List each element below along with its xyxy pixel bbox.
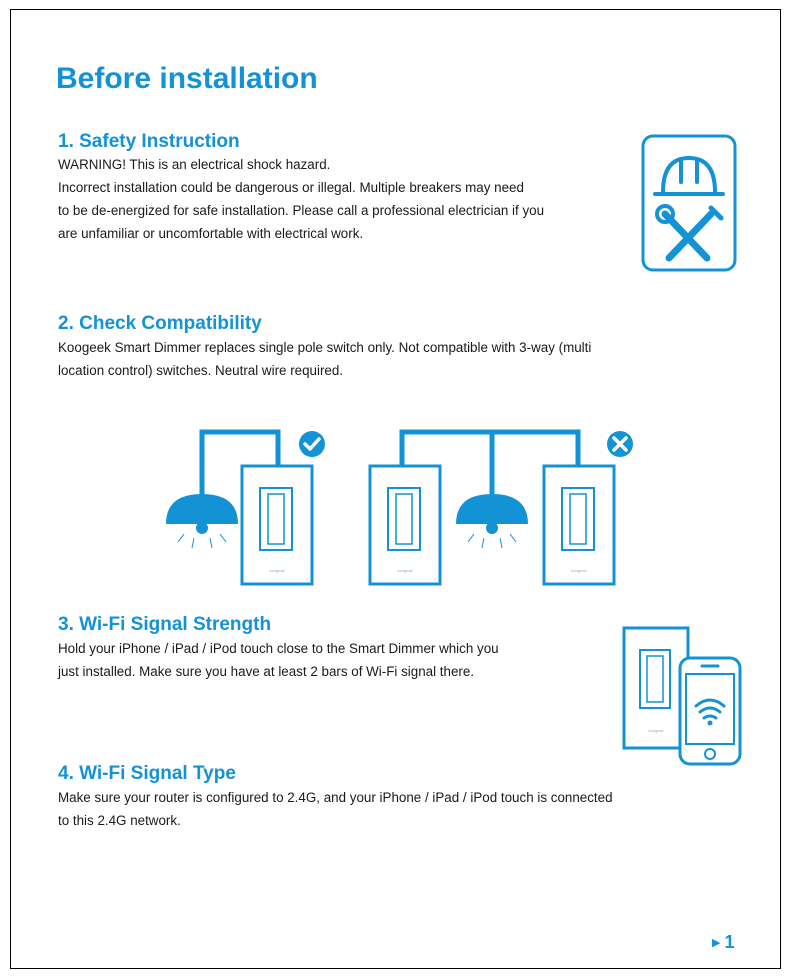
switch-brand-label: koogeek [648, 728, 664, 733]
section-text-wifi-type: Make sure your router is configured to 2.4G, and your iPhone / iPad / iPod touch is connected to this 2.4G network. [58, 790, 613, 828]
switch-brand-label: koogeek [269, 568, 285, 573]
single-pole-diagram [166, 431, 325, 584]
section-heading-wifi-type: 4. Wi-Fi Signal Type [58, 763, 236, 784]
switch-brand-label: koogeek [571, 568, 587, 573]
section-text-compatibility: Koogeek Smart Dimmer replaces single pole switch only. Not compatible with 3-way (multi location control) switches. Neutral wire required. [58, 340, 592, 378]
safety-tools-icon [641, 134, 737, 272]
page-number: ▶ 1 [712, 932, 735, 952]
three-way-diagram [370, 431, 633, 584]
section-text-wifi-strength: Hold your iPhone / iPad / iPod touch close to the Smart Dimmer which you just installed. Make sure you have at least 2 bars of Wi-Fi signal there. [58, 641, 499, 679]
phone-wifi-illustration [622, 624, 744, 768]
switch-brand-label: koogeek [397, 568, 413, 573]
section-heading-compatibility: 2. Check Compatibility [58, 313, 262, 334]
section-heading-safety: 1. Safety Instruction [58, 131, 240, 152]
page-title: Before installation [56, 62, 318, 95]
wiring-diagram [160, 420, 640, 590]
play-arrow-icon: ▶ [712, 937, 721, 949]
check-icon [299, 431, 325, 457]
section-heading-wifi-strength: 3. Wi-Fi Signal Strength [58, 614, 272, 635]
section-text-safety: WARNING! This is an electrical shock hazard. Incorrect installation could be dangerous or illegal. Multiple breakers may need to be de-energized for safe installation. Please call a professional electrician if you are unfamiliar or uncomfortable with electrical work. [58, 157, 545, 241]
